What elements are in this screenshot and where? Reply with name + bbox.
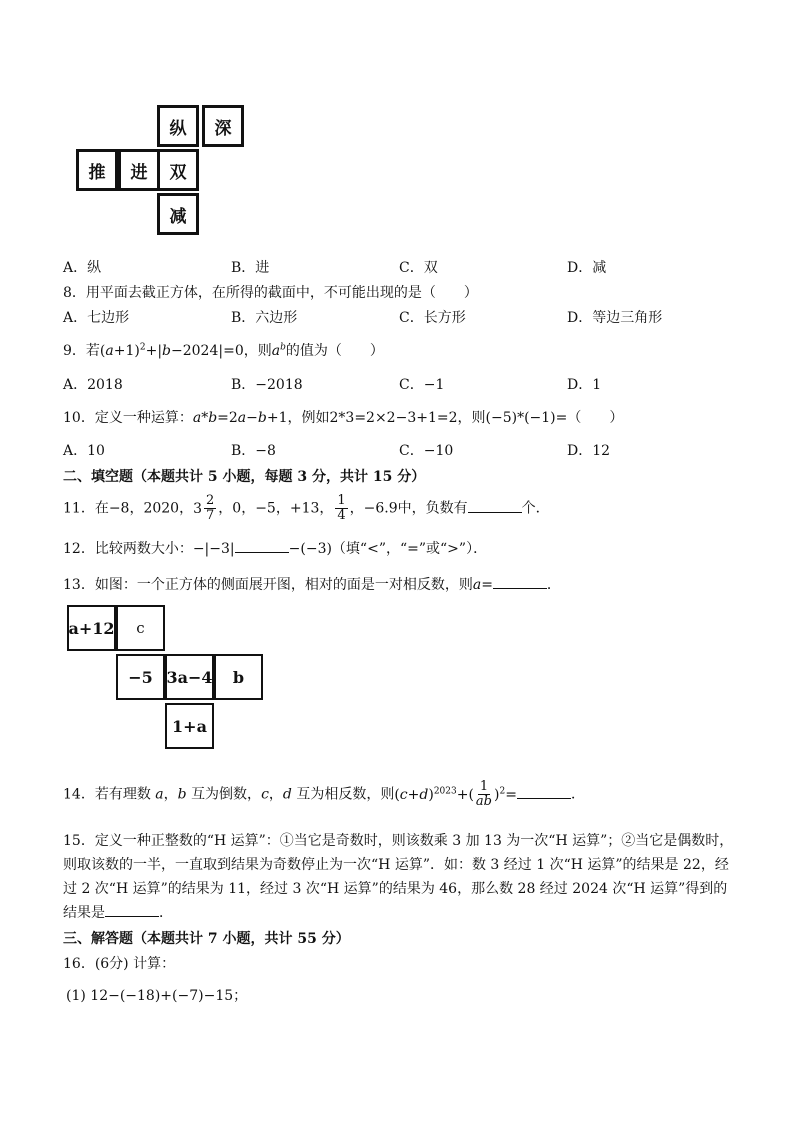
q16-part-1: (1) 12−(−18)+(−7)−15； (66, 988, 248, 1004)
q9-power: $a^b$ (271, 342, 286, 359)
q11-mid: ，0，−5，+13， (218, 500, 334, 517)
q15-answer-blank[interactable] (105, 916, 159, 917)
q12-left: −|−3| (192, 541, 235, 557)
q15-line-1: 15．定义一种正整数的“H 运算”：①当它是奇数时，则该数乘 3 加 13 为一次“H 运算”；②当它是偶数时， (63, 833, 734, 849)
q8-option-c: C．长方形 (399, 310, 466, 326)
q15-line-3: 过 2 次“H 运算”的结果为 11，经过 3 次“H 运算”的结果为 46，那么数 28 经过 2024 次“H 运算”得到的 (63, 881, 728, 897)
net-cell-1: 纵 (157, 105, 199, 147)
section-2-heading: 二、填空题（本题共计 5 小题，每题 3 分，共计 15 分） (63, 469, 426, 485)
q14-mid: 互为倒数， (191, 786, 262, 803)
q9-option-b: B．−2018 (231, 377, 303, 393)
q11-prefix: 11．在−8，2020， (63, 500, 194, 517)
net2-cell-6: 1+a (165, 703, 214, 749)
net-cell-2: 深 (202, 105, 244, 147)
q8-option-b: B．六边形 (231, 310, 298, 326)
q12-right: −(−3)（填“<”，“=”或“>”）． (288, 541, 488, 557)
q10-ask: ，则 (457, 410, 486, 426)
q10-example-label: ，例如 (287, 410, 330, 426)
q10-option-d: D．12 (567, 443, 611, 459)
net2-cell-3: −5 (116, 654, 165, 700)
q11-mixed-number: 3 $\frac{2}{7}$ (193, 493, 215, 523)
q10-end: （ ） (567, 410, 624, 426)
q9-option-c: C．−1 (399, 377, 445, 393)
net2-cell-1: a+12 (67, 605, 116, 651)
q8-option-d: D．等边三角形 (567, 310, 663, 326)
q8-stem: 8．用平面去截正方体，在所得的截面中，不可能出现的是（ ） (63, 285, 478, 301)
q14-mid2: 互为相反数，则 (296, 786, 395, 803)
q9-stem (63, 340, 384, 360)
q15-end: ． (159, 905, 173, 921)
q14-vars-cd: c，d (261, 786, 292, 803)
q11-fraction: $\frac{1}{4}$ (337, 493, 346, 523)
q11-end: 个． (521, 500, 550, 517)
section-3-heading: 三、解答题（本题共计 7 小题，共计 55 分） (63, 931, 350, 947)
net-cell-3: 推 (76, 149, 118, 191)
q9-option-d: D．1 (567, 377, 602, 393)
q14-end: ． (570, 786, 585, 803)
q9-equation: $(a+1)^2+|b-2024|=0$ (99, 342, 244, 359)
q9-tail2: 的值为（ ） (285, 343, 384, 359)
net-cell-5: 双 (157, 149, 199, 191)
q10-option-a: A．10 (63, 443, 105, 459)
q10-expression: (−5)*(−1)= (485, 410, 568, 426)
q8-option-a: A．七边形 (63, 310, 130, 326)
q14-vars-ab: a，b (155, 786, 187, 803)
q13-text: 13．如图：一个正方体的侧面展开图，相对的面是一对相反数，则 (63, 577, 473, 593)
q14-prefix: 14．若有理数 (63, 786, 151, 803)
net2-cell-2: c (116, 605, 165, 651)
q11-stem (63, 494, 550, 523)
q10-option-b: B．−8 (231, 443, 276, 459)
q16-stem: 16．(6分) 计算： (63, 956, 176, 972)
q12-stem (63, 538, 487, 558)
q9-prefix: 9．若 (63, 343, 100, 359)
q10-option-c: C．−10 (399, 443, 454, 459)
q13-stem (63, 574, 561, 594)
q9-tail: ，则 (243, 343, 272, 359)
q10-definition: a*b=2a−b+1 (192, 410, 288, 426)
q11-mid2: ，−6.9中，负数有 (349, 500, 468, 517)
net-cell-4: 进 (118, 149, 160, 191)
q15-line-4-text: 结果是 (63, 905, 105, 921)
q10-example: 2*3=2×2−3+1=2 (329, 410, 458, 426)
q7-option-c: C．双 (399, 260, 438, 276)
net2-cell-4: 3a−4 (165, 654, 214, 700)
net-cell-6: 减 (157, 193, 199, 235)
q12-answer-blank[interactable] (235, 552, 289, 553)
q7-option-d: D．减 (567, 260, 607, 276)
q10-prefix: 10．定义一种运算： (63, 410, 193, 426)
q15-line-2: 则取该数的一半，一直取到结果为奇数停止为一次“H 运算”．如：数 3 经过 1 次“H 运算”的结果是 22，经 (63, 857, 729, 873)
q11-answer-blank[interactable] (468, 512, 522, 513)
q7-option-b: B．进 (231, 260, 270, 276)
q14-expression: $(c+d)^{2023}+$( $\frac{1}{ab}$ )$^2$= (394, 779, 517, 809)
q9-option-a: A．2018 (63, 377, 123, 393)
net2-cell-5: b (214, 654, 263, 700)
q13-end: ． (546, 577, 561, 593)
q14-stem (63, 780, 585, 809)
q13-answer-blank[interactable] (493, 588, 547, 589)
q7-option-a: A．纵 (63, 260, 102, 276)
q15-line-4 (63, 902, 173, 922)
q14-answer-blank[interactable] (517, 798, 571, 799)
q13-variable: a= (472, 577, 493, 593)
q12-prefix: 12．比较两数大小： (63, 541, 193, 557)
q10-stem (63, 407, 623, 427)
